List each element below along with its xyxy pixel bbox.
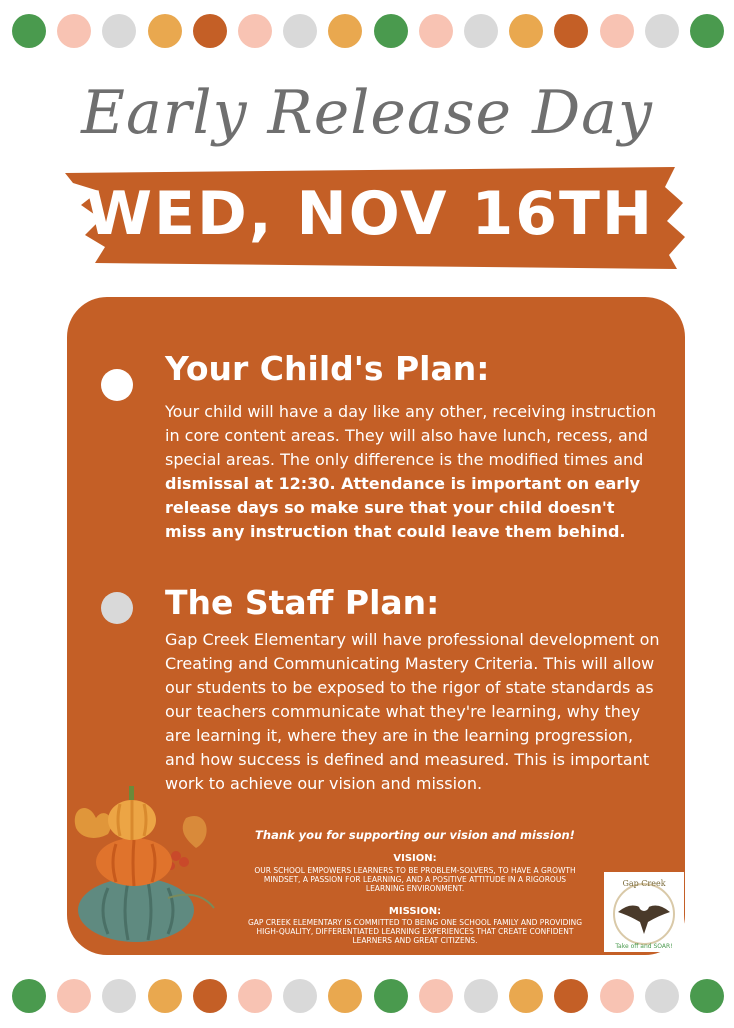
bottom-dot-border: [0, 976, 734, 1016]
child-plan-text-normal: Your child will have a day like any other, receiving instruction in core content areas. They will also have lunch, recess, and special areas. The only difference is the modified times and: [165, 402, 657, 469]
thanks-text: Thank you for supporting our vision and mission!: [255, 828, 575, 842]
top-dot-border: [0, 11, 734, 51]
decorative-dot: [509, 14, 543, 48]
decorative-dot: [554, 979, 588, 1013]
logo-name: Gap Creek: [622, 879, 666, 888]
decorative-dot: [464, 14, 498, 48]
bullet-circle-icon: [101, 369, 133, 401]
decorative-dot: [554, 14, 588, 48]
date-banner: [55, 165, 685, 270]
decorative-dot: [374, 14, 408, 48]
decorative-dot: [690, 14, 724, 48]
decorative-dot: [102, 14, 136, 48]
decorative-dot: [12, 14, 46, 48]
mission-label: MISSION:: [388, 906, 442, 917]
bullet-circle-icon: [101, 592, 133, 624]
staff-plan-heading: The Staff Plan:: [165, 583, 440, 622]
decorative-dot: [509, 979, 543, 1013]
decorative-dot: [57, 979, 91, 1013]
decorative-dot: [148, 979, 182, 1013]
decorative-dot: [238, 979, 272, 1013]
decorative-dot: [148, 14, 182, 48]
decorative-dot: [645, 14, 679, 48]
child-plan-text: [165, 400, 660, 544]
decorative-dot: [328, 14, 362, 48]
decorative-dot: [690, 979, 724, 1013]
page-title: Early Release Day: [81, 78, 653, 148]
decorative-dot: [57, 14, 91, 48]
decorative-dot: [193, 979, 227, 1013]
pumpkin-decoration-icon: [68, 778, 218, 948]
decorative-dot: [238, 14, 272, 48]
decorative-dot: [328, 979, 362, 1013]
decorative-dot: [283, 14, 317, 48]
decorative-dot: [283, 979, 317, 1013]
decorative-dot: [645, 979, 679, 1013]
decorative-dot: [374, 979, 408, 1013]
decorative-dot: [102, 979, 136, 1013]
decorative-dot: [419, 979, 453, 1013]
mission-text: GAP CREEK ELEMENTARY IS COMMITTED TO BEING ONE SCHOOL FAMILY AND PROVIDING HIGH-QUALITY, DIFFERENTIATED LEARNING EXPERIENCES THAT CREATE CONFIDENT LEARNERS AND GREAT CITIZENS.: [247, 918, 583, 945]
eagle-logo-icon: [604, 872, 684, 952]
staff-plan-text: Gap Creek Elementary will have professional development on Creating and Communicating Mastery Criteria. This will allow our students to be exposed to the rigor of state standards as our teachers communicate what they're learning, why they are learning it, where they are in the learning progression, and how success is defined and measured. This is important work to achieve our vision and mission.: [165, 630, 660, 793]
vision-text: OUR SCHOOL EMPOWERS LEARNERS TO BE PROBLEM-SOLVERS, TO HAVE A GROWTH MINDSET, A PASSION FOR LEARNING, AND A POSITIVE ATTITUDE IN A RIGOROUS LEARNING ENVIRONMENT.: [254, 866, 576, 893]
child-plan-heading: Your Child's Plan:: [165, 349, 490, 388]
child-plan-text-bold: dismissal at 12:30. Attendance is important on early release days so make sure that your child doesn't miss any instruction that could leave them behind.: [165, 474, 641, 541]
vision-label: VISION:: [393, 853, 437, 864]
decorative-dot: [600, 14, 634, 48]
logo-slogan: Take off and SOAR!: [615, 943, 673, 950]
decorative-dot: [464, 979, 498, 1013]
decorative-dot: [12, 979, 46, 1013]
date-text: WED, NOV 16TH: [85, 179, 655, 249]
decorative-dot: [600, 979, 634, 1013]
decorative-dot: [193, 14, 227, 48]
decorative-dot: [419, 14, 453, 48]
